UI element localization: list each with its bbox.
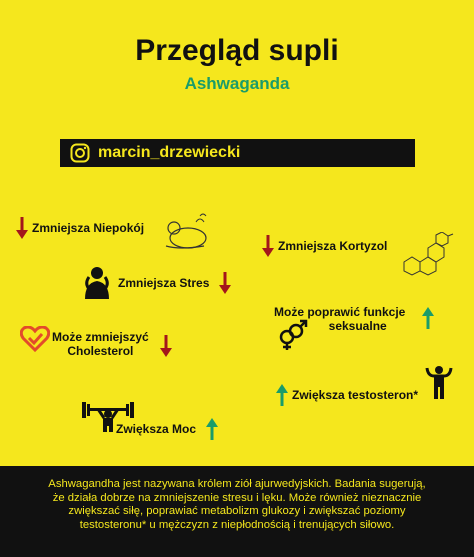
instagram-handle: marcin_drzewiecki <box>98 144 241 161</box>
summary-footer <box>0 466 474 557</box>
down-arrow-icon <box>160 335 172 357</box>
bodybuilder-icon <box>424 364 454 400</box>
down-arrow-icon <box>262 235 274 257</box>
summary-line-1: Ashwagandha jest nazywana królem ziół ajurwedyjskich. Badania sugerują, <box>48 478 426 490</box>
effect-cortisol <box>262 235 387 257</box>
effect-cortisol-label: Zmniejsza Kortyzol <box>278 239 388 253</box>
up-arrow-icon <box>422 307 434 329</box>
page-subtitle: Ashwaganda <box>184 74 290 93</box>
instagram-handle-bar[interactable] <box>60 139 415 167</box>
summary-line-2: że działa dobrze na zmniejszenie stresu i lęku. Może również nieznacznie <box>52 491 422 504</box>
stressed-person-icon <box>80 266 114 300</box>
effect-anxiety <box>16 217 144 239</box>
molecule-icon <box>398 232 454 276</box>
effect-testosterone <box>276 384 418 406</box>
heart-check-icon <box>20 326 50 352</box>
effect-power <box>116 418 218 440</box>
relaxing-person-icon <box>160 212 212 252</box>
summary-line-4: testosteronu* u mężczyzn z niepłodnością i trenujących siłowo. <box>79 518 395 531</box>
instagram-icon <box>70 143 90 163</box>
gender-symbols-icon <box>276 319 310 351</box>
effect-cholesterol-label-line2: Cholesterol <box>67 344 134 358</box>
page-title: Przegląd supli <box>135 34 339 67</box>
effect-anxiety-label: Zmniejsza Niepokój <box>32 221 145 235</box>
up-arrow-icon <box>276 384 288 406</box>
down-arrow-icon <box>16 217 28 239</box>
effect-testosterone-label: Zwiększa testosteron* <box>292 388 419 402</box>
effect-sexual-function-label-line1: Może poprawić funkcje <box>274 305 406 319</box>
down-arrow-icon <box>219 272 231 294</box>
effect-cholesterol-label-line1: Może zmniejszyć <box>52 330 149 344</box>
up-arrow-icon <box>206 418 218 440</box>
effect-sexual-function-label-line2: seksualne <box>328 319 387 333</box>
summary-line-3: zwiększać siłę, poprawiać metabolizm glukozy i zwiększać poziomy <box>68 505 406 517</box>
effect-cholesterol <box>52 330 149 358</box>
effect-power-label: Zwiększa Moc <box>116 422 197 436</box>
effect-stress-label: Zmniejsza Stres <box>118 276 210 290</box>
effect-stress <box>118 272 231 294</box>
